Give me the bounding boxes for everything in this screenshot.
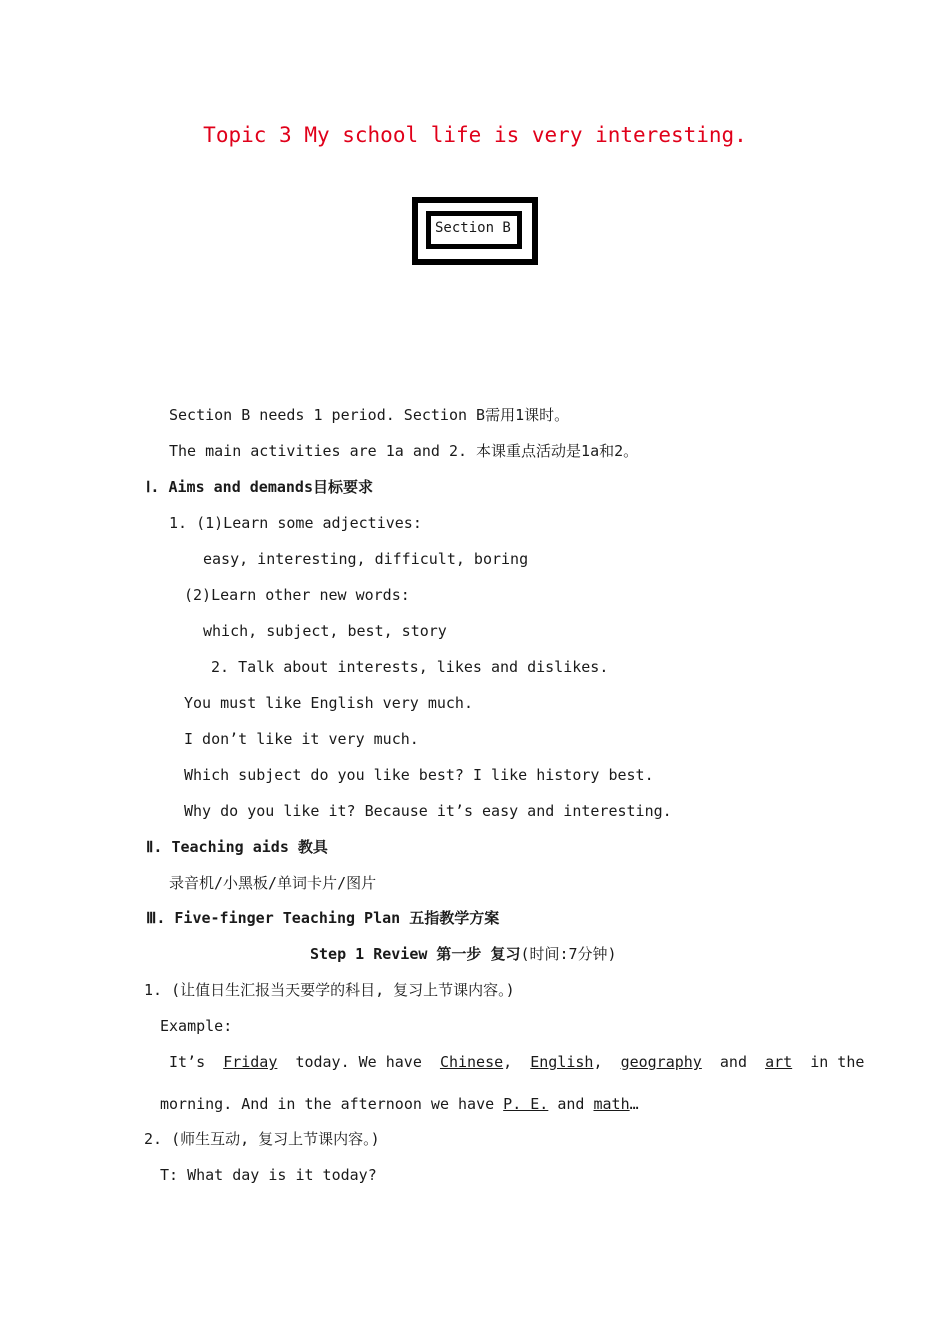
example-label: Example: (160, 1017, 233, 1035)
example-and-2: and (557, 1095, 585, 1113)
example-in-the: in the (810, 1053, 865, 1071)
aims-sentence-4: Why do you like it? Because it’s easy and interesting. (184, 802, 672, 820)
example-morning: morning. And in the afternoon we have (160, 1095, 495, 1113)
aims-sentence-2: I don’t like it very much. (184, 730, 419, 748)
example-line-2 (160, 1094, 639, 1114)
aims-sentence-1: You must like English very much. (184, 694, 473, 712)
plan-item-2: 2. (师生互动, 复习上节课内容。) (144, 1130, 380, 1148)
example-english: English (530, 1053, 594, 1071)
example-math: math (593, 1095, 630, 1113)
section-box (412, 197, 538, 265)
example-its: It’s (169, 1053, 206, 1071)
aims-item-1: 1. (1)Learn some adjectives: (169, 514, 422, 532)
document-title: Topic 3 My school life is very interesting. (203, 123, 747, 147)
aims-adjectives: easy, interesting, difficult, boring (203, 550, 529, 568)
step1-time: (时间:7分钟) (520, 945, 617, 963)
intro-line-1: Section B needs 1 period. Section B需用1课时。 (169, 406, 570, 424)
aims-item-1b: (2)Learn other new words: (184, 586, 410, 604)
example-art: art (765, 1053, 793, 1071)
example-ellipsis: … (629, 1095, 639, 1113)
aims-words: which, subject, best, story (203, 622, 447, 640)
step1-title: Step 1 Review 第一步 复习 (310, 945, 521, 963)
example-chinese: Chinese (439, 1053, 504, 1071)
aims-item-2: 2. Talk about interests, likes and dislikes. (211, 658, 609, 676)
example-friday: Friday (223, 1053, 278, 1071)
section-box-inner (426, 211, 522, 249)
example-and: and (719, 1053, 747, 1071)
intro-line-2: The main activities are 1a and 2. 本课重点活动是1a和2。 (169, 442, 639, 460)
example-geography: geography (620, 1053, 702, 1071)
plan-item-1: 1. (让值日生汇报当天要学的科目, 复习上节课内容。) (144, 981, 515, 999)
step1-heading (310, 944, 617, 964)
aids-heading: Ⅱ. Teaching aids 教具 (146, 838, 328, 856)
aims-heading: Ⅰ. Aims and demands目标要求 (146, 478, 373, 496)
example-pe: P. E. (503, 1095, 549, 1113)
example-today: today. We have (295, 1053, 422, 1071)
dialog-line-1: T: What day is it today? (160, 1166, 377, 1184)
section-box-label: Section B (435, 220, 511, 236)
aids-list: 录音机/小黑板/单词卡片/图片 (169, 874, 377, 892)
example-line-1: It’s Friday today. We have Chinese, English, geography and art in the (169, 1053, 865, 1071)
aims-sentence-3: Which subject do you like best? I like history best. (184, 766, 654, 784)
plan-heading: Ⅲ. Five-finger Teaching Plan 五指教学方案 (146, 909, 500, 927)
